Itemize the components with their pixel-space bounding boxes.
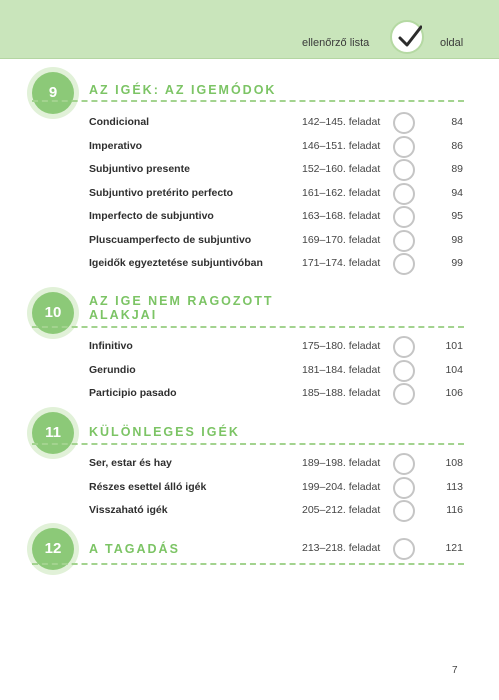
page-ref: 89 xyxy=(451,163,463,175)
checklist-checkbox[interactable] xyxy=(393,206,415,228)
checkmark-icon xyxy=(390,20,424,54)
page-ref: 101 xyxy=(445,340,463,352)
page-ref: 121 xyxy=(445,542,463,554)
page-ref: 108 xyxy=(445,457,463,469)
checklist-checkbox[interactable] xyxy=(393,500,415,522)
page-ref: 94 xyxy=(451,186,463,199)
task-range: 181–184. feladat xyxy=(302,363,381,376)
task-range: 163–168. feladat xyxy=(302,210,381,222)
toc-row[interactable] xyxy=(0,538,499,561)
topic-name: Ser, estar és hay xyxy=(89,457,172,469)
toc-row[interactable] xyxy=(0,360,499,383)
checklist-checkbox[interactable] xyxy=(393,112,415,134)
checklist-checkbox[interactable] xyxy=(393,453,415,475)
topic-name: Pluscuamperfecto de subjuntivo xyxy=(89,233,252,246)
checklist-checkbox[interactable] xyxy=(393,253,415,275)
checklist-checkbox[interactable] xyxy=(393,538,415,560)
toc-row[interactable] xyxy=(0,206,499,229)
toc-row[interactable] xyxy=(0,500,499,523)
checklist-checkbox[interactable] xyxy=(393,383,415,405)
topic-name: Infinitivo xyxy=(89,340,133,352)
checklist-checkbox[interactable] xyxy=(393,136,415,158)
page-ref: 104 xyxy=(445,363,463,376)
topic-name: Condicional xyxy=(89,116,150,128)
checklist-checkbox[interactable] xyxy=(393,336,415,358)
toc-row[interactable] xyxy=(0,253,499,276)
topic-name: Igeidők egyeztetése subjuntivóban xyxy=(89,257,263,269)
page-ref: 98 xyxy=(451,233,463,246)
toc-row[interactable] xyxy=(0,136,499,159)
task-range: 189–198. feladat xyxy=(302,457,381,469)
toc-row[interactable] xyxy=(0,230,499,253)
topic-name: Részes esettel álló igék xyxy=(89,480,207,493)
section-title: AZ IGE NEM RAGOZOTT ALAKJAI xyxy=(89,294,274,322)
task-range: 146–151. feladat xyxy=(302,139,381,152)
checklist-checkbox[interactable] xyxy=(393,183,415,205)
checklist-column-label: ellenőrző lista xyxy=(302,37,370,49)
task-range: 175–180. feladat xyxy=(302,340,381,352)
section-divider xyxy=(32,443,464,445)
checklist-checkbox[interactable] xyxy=(393,159,415,181)
checklist-checkbox[interactable] xyxy=(393,360,415,382)
toc-row[interactable] xyxy=(0,336,499,359)
task-range: 199–204. feladat xyxy=(302,480,381,493)
topic-name: Imperativo xyxy=(89,139,143,152)
toc-row[interactable] xyxy=(0,159,499,182)
toc-row[interactable] xyxy=(0,383,499,406)
page-number: 7 xyxy=(452,665,458,676)
section-divider xyxy=(32,100,464,102)
toc-row[interactable] xyxy=(0,453,499,476)
section-divider xyxy=(32,326,464,328)
section-title: A TAGADÁS xyxy=(89,542,180,556)
topic-name: Visszaható igék xyxy=(89,504,168,516)
task-range: 152–160. feladat xyxy=(302,163,381,175)
page-ref: 86 xyxy=(451,139,463,152)
task-range: 161–162. feladat xyxy=(302,186,381,199)
section-title: KÜLÖNLEGES IGÉK xyxy=(89,425,240,439)
toc-row[interactable] xyxy=(0,183,499,206)
page-ref: 99 xyxy=(451,257,463,269)
task-range: 171–174. feladat xyxy=(302,257,381,269)
topic-name: Participio pasado xyxy=(89,387,177,399)
task-range: 213–218. feladat xyxy=(302,542,381,554)
page-ref: 84 xyxy=(451,116,463,128)
topic-name: Subjuntivo presente xyxy=(89,163,190,175)
section-number-badge: 11 xyxy=(32,412,74,454)
section-number-badge: 9 xyxy=(32,72,74,114)
page-ref: 113 xyxy=(446,480,463,493)
section-title: AZ IGÉK: AZ IGEMÓDOK xyxy=(89,83,277,97)
section-divider xyxy=(32,563,464,565)
toc-row[interactable] xyxy=(0,112,499,135)
section-number-badge: 12 xyxy=(32,528,74,570)
task-range: 205–212. feladat xyxy=(302,504,381,516)
topic-name: Subjuntivo pretérito perfecto xyxy=(89,186,234,199)
page-column-label: oldal xyxy=(440,37,464,49)
topic-name: Gerundio xyxy=(89,363,136,376)
topic-name: Imperfecto de subjuntivo xyxy=(89,210,214,222)
page-ref: 106 xyxy=(445,387,463,399)
checklist-checkbox[interactable] xyxy=(393,230,415,252)
task-range: 185–188. feladat xyxy=(302,387,381,399)
task-range: 142–145. feladat xyxy=(302,116,381,128)
checklist-checkbox[interactable] xyxy=(393,477,415,499)
section-number-badge: 10 xyxy=(32,292,74,334)
page-ref: 116 xyxy=(446,504,463,516)
page-ref: 95 xyxy=(451,210,463,222)
header-band xyxy=(0,0,499,59)
task-range: 169–170. feladat xyxy=(302,233,381,246)
toc-row[interactable] xyxy=(0,477,499,500)
